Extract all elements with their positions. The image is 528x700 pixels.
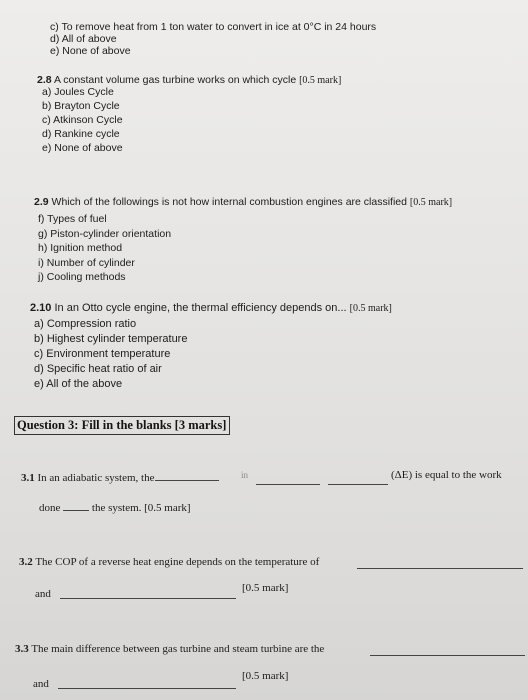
- option-e: [50, 45, 131, 57]
- question-number: 3.3: [15, 643, 29, 655]
- option-text: Cooling methods: [46, 271, 126, 283]
- question-text: In an Otto cycle engine, the thermal efficiency depends on...: [54, 302, 347, 314]
- option-letter: e): [42, 142, 52, 154]
- option-h: [38, 242, 122, 254]
- answer-blank[interactable]: [60, 598, 236, 599]
- question-mark: [0.5 mark]: [242, 670, 289, 682]
- question-text: In an adiabatic system, the: [37, 472, 155, 484]
- question-text: Which of the followings is not how internal combustion engines are classified: [51, 196, 407, 208]
- option-a: [42, 86, 114, 98]
- question-3-1-cont: [39, 502, 191, 514]
- question-text: The main difference between gas turbine and steam turbine are the: [31, 643, 325, 655]
- question-text: the system.: [91, 502, 142, 514]
- option-e: [34, 378, 122, 390]
- option-letter: e): [50, 45, 60, 57]
- option-letter: a): [34, 318, 44, 330]
- option-letter: d): [34, 363, 44, 375]
- answer-blank[interactable]: [357, 568, 523, 569]
- question-number: 2.8: [37, 74, 52, 86]
- question-3-2-cont: [35, 588, 51, 600]
- question-text: done: [39, 502, 61, 514]
- option-text: To remove heat from 1 ton water to convert in ice at 0°C in 24 hours: [61, 21, 377, 33]
- option-text: All of the above: [46, 378, 123, 390]
- option-letter: c): [50, 21, 59, 33]
- option-letter: c): [34, 348, 44, 360]
- option-letter: c): [42, 114, 51, 126]
- question-2-10: [30, 302, 392, 314]
- option-g: [38, 228, 171, 240]
- answer-blank[interactable]: [58, 688, 236, 689]
- option-c: [34, 348, 170, 360]
- option-letter: d): [50, 33, 60, 45]
- option-text: None of above: [54, 142, 123, 154]
- option-text: Environment temperature: [46, 348, 171, 360]
- option-text: Rankine cycle: [54, 128, 120, 140]
- question-number: 3.2: [19, 556, 33, 568]
- option-d: [50, 33, 117, 45]
- option-letter: e): [34, 378, 44, 390]
- option-letter: a): [42, 86, 52, 98]
- answer-blank[interactable]: [370, 655, 525, 656]
- answer-blank[interactable]: [155, 480, 219, 481]
- section-title: Question 3: Fill in the blanks [3 marks]: [14, 416, 230, 435]
- option-letter: i): [38, 257, 44, 269]
- question-number: 3.1: [21, 472, 35, 484]
- question-3-3-cont: [33, 678, 49, 690]
- option-text: Piston-cylinder orientation: [50, 228, 172, 240]
- option-f: [38, 213, 107, 225]
- faint-text: in: [241, 470, 249, 480]
- option-d: [42, 128, 120, 140]
- question-text: The COP of a reverse heat engine depends on the temperature of: [35, 556, 320, 568]
- question-mark: [0.5 mark]: [349, 303, 392, 314]
- option-j: [38, 271, 126, 283]
- option-text: Atkinson Cycle: [53, 114, 123, 126]
- question-2-9: [34, 196, 452, 208]
- question-number: 2.9: [34, 196, 49, 208]
- question-mark: [0.5 mark]: [299, 75, 342, 86]
- answer-blank[interactable]: [63, 510, 89, 511]
- question-3-3: [15, 643, 324, 655]
- question-text: and: [33, 678, 49, 690]
- option-b: [42, 100, 120, 112]
- question-mark: [0.5 mark]: [144, 502, 191, 514]
- question-3-2: [19, 556, 319, 568]
- option-letter: b): [34, 333, 44, 345]
- option-text: Compression ratio: [46, 318, 137, 330]
- option-a: [34, 318, 136, 330]
- question-text-end: (ΔE) is equal to the work: [391, 469, 502, 481]
- option-text: Brayton Cycle: [54, 100, 120, 112]
- question-2-8: [37, 74, 341, 86]
- option-text: Ignition method: [50, 242, 123, 254]
- question-text: A constant volume gas turbine works on which cycle: [53, 74, 297, 86]
- option-text: Highest cylinder temperature: [46, 333, 188, 345]
- answer-blank[interactable]: [256, 484, 320, 485]
- option-text: Joules Cycle: [54, 86, 114, 98]
- option-letter: h): [38, 242, 48, 254]
- option-letter: f): [38, 213, 45, 225]
- option-text: Number of cylinder: [46, 257, 135, 269]
- answer-blank[interactable]: [328, 484, 388, 485]
- option-i: [38, 257, 135, 269]
- question-mark: [0.5 mark]: [242, 582, 289, 594]
- option-d: [34, 363, 162, 375]
- option-text: None of above: [62, 45, 131, 57]
- question-3-1: [21, 472, 219, 484]
- question-mark: [0.5 mark]: [409, 197, 453, 208]
- option-c: [42, 114, 123, 126]
- option-text: Types of fuel: [47, 213, 107, 225]
- option-letter: d): [42, 128, 52, 140]
- question-text: and: [35, 588, 51, 600]
- option-text: All of above: [61, 33, 117, 45]
- option-letter: j): [38, 271, 44, 283]
- option-b: [34, 333, 187, 345]
- question-number: 2.10: [30, 302, 52, 314]
- option-c: [50, 21, 376, 33]
- option-text: Specific heat ratio of air: [46, 363, 162, 375]
- option-letter: g): [38, 228, 48, 240]
- option-letter: b): [42, 100, 52, 112]
- option-e: [42, 142, 123, 154]
